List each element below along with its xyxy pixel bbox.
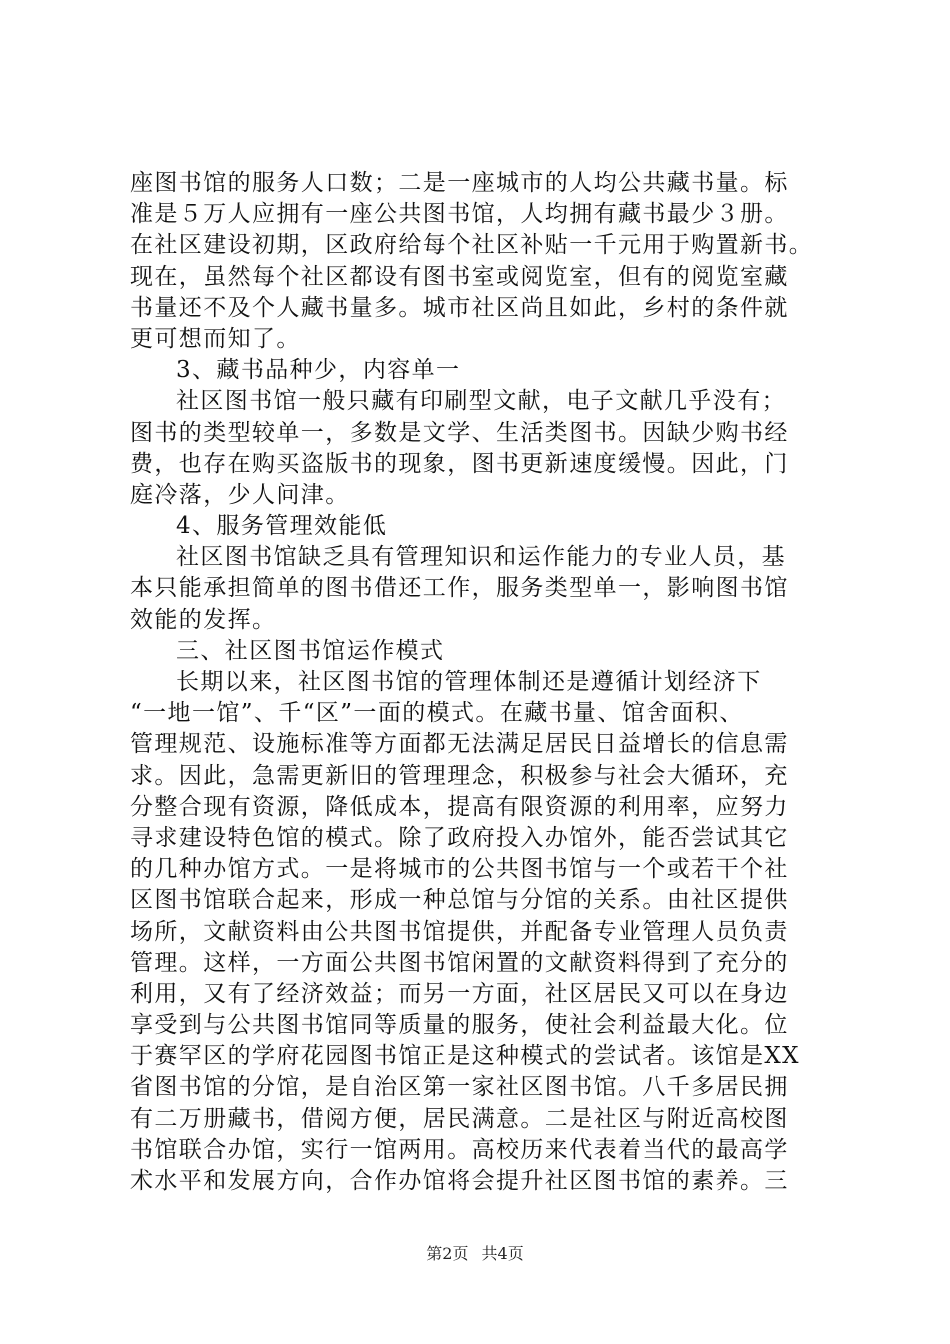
section-heading: 三、社区图书馆运作模式 — [176, 637, 445, 664]
section-heading: 4、服务管理效能低 — [176, 513, 388, 540]
page-number: 第2页 — [426, 1244, 469, 1263]
text-line: 书量还不及个人藏书量多。城市社区尚且如此，乡村的条件就 — [130, 294, 789, 321]
text-line: 本只能承担简单的图书借还工作，服务类型单一，影响图书馆 — [130, 575, 789, 602]
text-line: 现在，虽然每个社区都设有图书室或阅览室，但有的阅览室藏 — [130, 263, 789, 290]
text-line: 更可想而知了。 — [130, 325, 301, 352]
text-line: 管理规范、设施标准等方面都无法满足居民日益增长的信息需 — [130, 731, 789, 758]
text-line: 庭冷落，少人问津。 — [130, 481, 350, 508]
text-line: 费，也存在购买盗版书的现象，图书更新速度缓慢。因此，门 — [130, 450, 789, 477]
text-line: 准是５万人应拥有一座公共图书馆，人均拥有藏书最少３册。 — [130, 201, 789, 228]
text-line: 社区图书馆一般只藏有印刷型文献，电子文献几乎没有； — [176, 388, 786, 415]
text-line: 省图书馆的分馆，是自治区第一家社区图书馆。八千多居民拥 — [130, 1074, 789, 1101]
text-line: 图书的类型较单一，多数是文学、生活类图书。因缺少购书经 — [130, 419, 789, 446]
page-total: 共4页 — [481, 1244, 524, 1263]
text-line: 效能的发挥。 — [130, 606, 277, 633]
text-line: 的几种办馆方式。一是将城市的公共图书馆与一个或若干个社 — [130, 856, 789, 883]
section-heading: 3、藏书品种少，内容单一 — [176, 357, 461, 384]
text-line: 长期以来，社区图书馆的管理体制还是遵循计划经济下 — [176, 669, 762, 695]
text-line: 座图书馆的服务人口数；二是一座城市的人均公共藏书量。标 — [130, 170, 789, 196]
text-line: 享受到与公共图书馆同等质量的服务，使社会利益最大化。位 — [130, 1012, 789, 1039]
text-line: 寻求建设特色馆的模式。除了政府投入办馆外，能否尝试其它 — [130, 824, 789, 851]
document-body — [130, 168, 835, 1197]
page-footer — [0, 1244, 950, 1264]
text-line: 场所，文献资料由公共图书馆提供，并配备专业管理人员负责 — [130, 918, 789, 945]
text-line: 在社区建设初期，区政府给每个社区补贴一千元用于购置新书。 — [130, 232, 814, 259]
text-line: 求。因此，急需更新旧的管理理念，积极参与社会大循环，充 — [130, 762, 789, 789]
text-line: 管理。这样，一方面公共图书馆闲置的文献资料得到了充分的 — [130, 949, 789, 976]
text-line: “一地一馆”、千“区”一面的模式。在藏书量、馆舍面积、 — [130, 700, 744, 727]
text-line: 区图书馆联合起来，形成一种总馆与分馆的关系。由社区提供 — [130, 887, 789, 914]
text-line: 有二万册藏书，借阅方便，居民满意。二是社区与附近高校图 — [130, 1105, 789, 1132]
text-line: 于赛罕区的学府花园图书馆正是这种模式的尝试者。该馆是XX — [130, 1043, 800, 1070]
text-line: 利用，又有了经济效益；而另一方面，社区居民又可以在身边 — [130, 980, 789, 1007]
text-line: 术水平和发展方向，合作办馆将会提升社区图书馆的素养。三 — [130, 1168, 789, 1194]
text-line: 社区图书馆缺乏具有管理知识和运作能力的专业人员，基 — [176, 544, 786, 571]
text-line: 分整合现有资源，降低成本，提高有限资源的利用率，应努力 — [130, 793, 789, 820]
text-line: 书馆联合办馆，实行一馆两用。高校历来代表着当代的最高学 — [130, 1136, 789, 1163]
